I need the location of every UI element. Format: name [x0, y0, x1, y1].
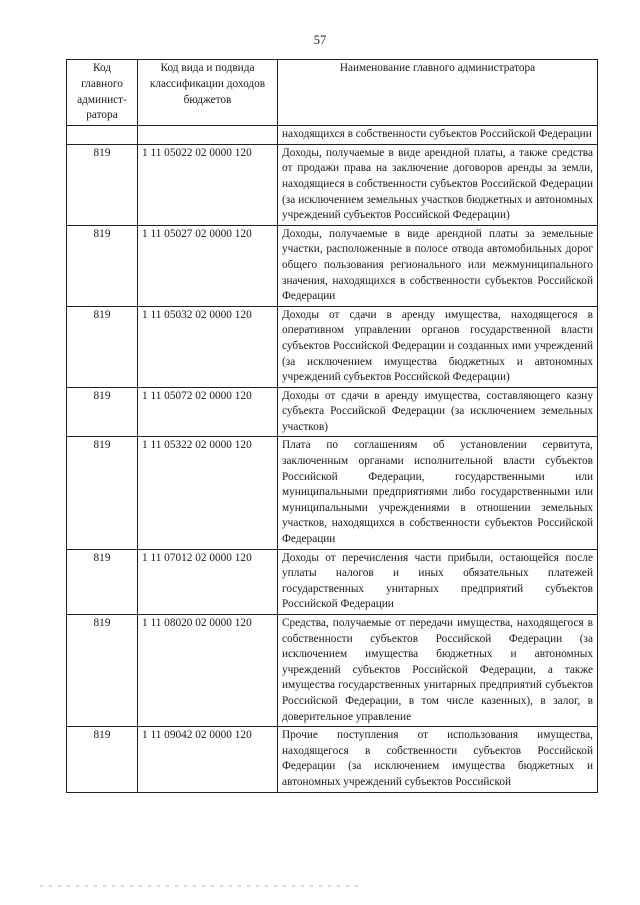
- classification-code-cell: 1 11 05027 02 0000 120: [138, 225, 278, 306]
- table-row: [67, 126, 598, 145]
- admin-code-cell: 819: [67, 615, 138, 727]
- classification-code-cell: 1 11 09042 02 0000 120: [138, 727, 278, 792]
- admin-code-cell: 819: [67, 727, 138, 792]
- table-row: [67, 225, 598, 306]
- admin-code-cell: 819: [67, 437, 138, 549]
- admin-name-cell: Доходы от сдачи в аренду имущества, находящегося в оперативном управлении органов государственной власти субъектов Российской Федерации и созданных ими учреждений (за исключением имущества бюджетных и автономных учреждений субъектов Российской Федерации): [278, 306, 598, 387]
- header-admin-code: Код главного админист-ратора: [67, 60, 138, 126]
- admin-name-cell: Доходы от перечисления части прибыли, остающейся после уплаты налогов и иных обязательных платежей государственных унитарных предприятий субъектов Российской Федерации: [278, 549, 598, 614]
- classification-code-cell: 1 11 05322 02 0000 120: [138, 437, 278, 549]
- classification-code-cell: 1 11 07012 02 0000 120: [138, 549, 278, 614]
- admin-name-cell: Доходы, получаемые в виде арендной платы за земельные участки, расположенные в полосе отвода автомобильных дорог общего пользования регионального или межмуниципального значения, находящихся в собственности субъектов Российской Федерации: [278, 225, 598, 306]
- admin-name-cell: Доходы от сдачи в аренду имущества, составляющего казну субъекта Российской Федерации (за исключением земельных участков): [278, 387, 598, 437]
- table-row: [67, 615, 598, 727]
- admin-name-cell: находящихся в собственности субъектов Российской Федерации: [278, 126, 598, 145]
- table-row: [67, 437, 598, 549]
- admin-name-cell: Средства, получаемые от передачи имущества, находящегося в собственности субъектов Российской Федерации (за исключением имущества бюджетных и автономных учреждений субъектов Российской Федерации, а также имущества государственных унитарных предприятий субъектов Российской Федерации, в том числе казенных), в залог, в доверительное управление: [278, 615, 598, 727]
- table-row: [67, 387, 598, 437]
- table-row: [67, 727, 598, 792]
- classification-code-cell: 1 11 08020 02 0000 120: [138, 615, 278, 727]
- table-row: [67, 306, 598, 387]
- scan-artifact: [40, 885, 360, 887]
- admin-code-cell: [67, 126, 138, 145]
- header-admin-name: Наименование главного администратора: [278, 60, 598, 126]
- admin-code-cell: 819: [67, 144, 138, 225]
- admin-name-cell: Плата по соглашениям об установлении сервитута, заключенным органами исполнительной власти субъектов Российской Федерации, государственными или муниципальными предприятиями либо государственными или муниципальными учреждениями в отношении земельных участков, находящихся в собственности субъектов Российской Федерации: [278, 437, 598, 549]
- admin-code-cell: 819: [67, 387, 138, 437]
- admin-name-cell: Прочие поступления от использования имущества, находящегося в собственности субъектов Российской Федерации (за исключением имущества бюджетных и автономных учреждений субъектов Российской: [278, 727, 598, 792]
- admin-name-cell: Доходы, получаемые в виде арендной платы, а также средства от продажи права на заключение договоров аренды за земли, находящиеся в собственности субъектов Российской Федерации (за исключением земельных участков бюджетных и автономных учреждений субъектов Российской Федерации): [278, 144, 598, 225]
- table-header-row: [67, 60, 598, 126]
- revenue-administrators-table: [66, 59, 598, 793]
- classification-code-cell: [138, 126, 278, 145]
- table-row: [67, 549, 598, 614]
- classification-code-cell: 1 11 05022 02 0000 120: [138, 144, 278, 225]
- admin-code-cell: 819: [67, 549, 138, 614]
- admin-code-cell: 819: [67, 306, 138, 387]
- table-row: [67, 144, 598, 225]
- header-classification-code: Код вида и подвида классификации доходов бюджетов: [138, 60, 278, 126]
- classification-code-cell: 1 11 05032 02 0000 120: [138, 306, 278, 387]
- classification-code-cell: 1 11 05072 02 0000 120: [138, 387, 278, 437]
- page-number: 57: [313, 33, 327, 47]
- admin-code-cell: 819: [67, 225, 138, 306]
